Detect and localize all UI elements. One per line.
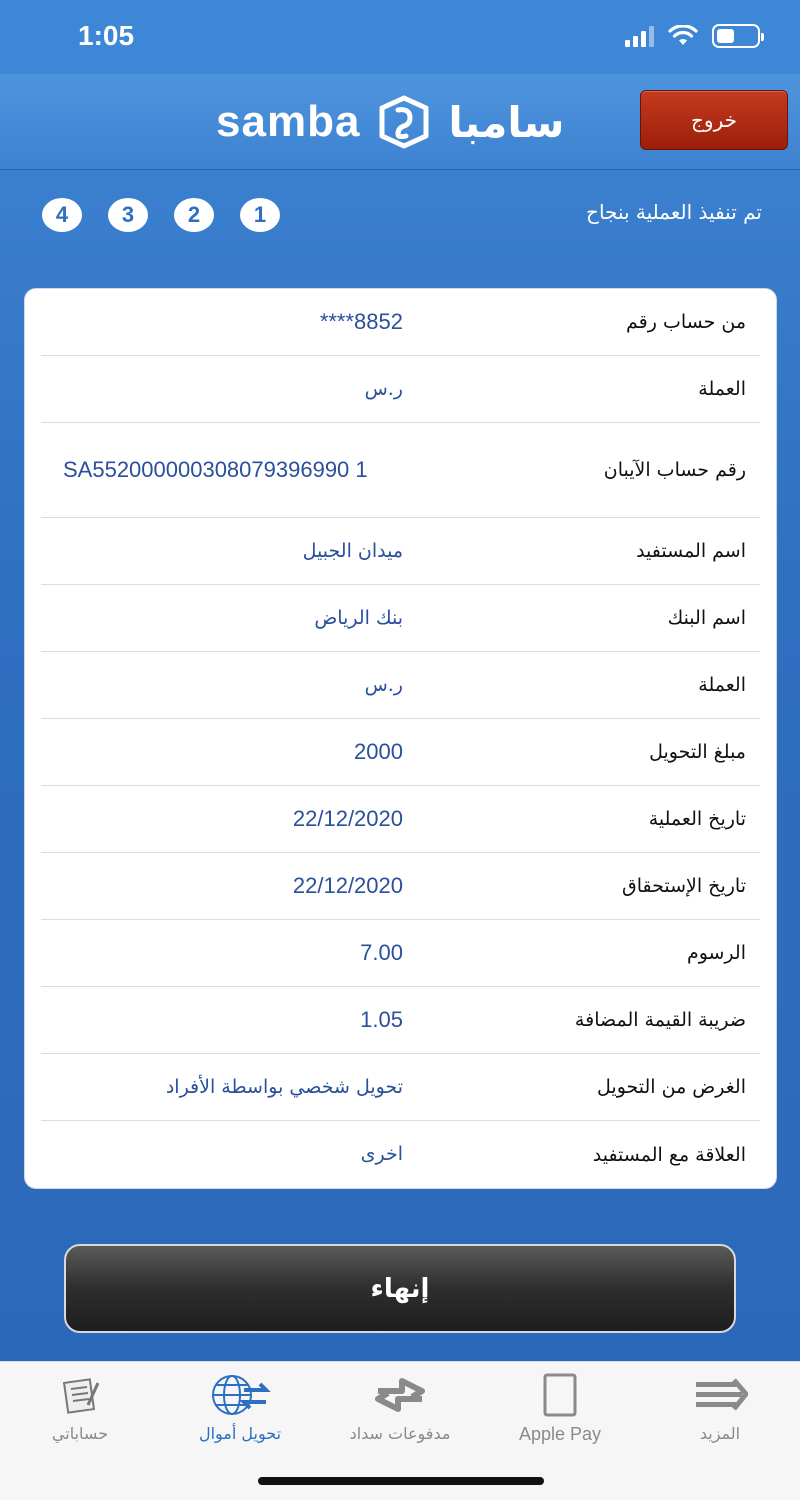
battery-icon bbox=[712, 24, 760, 48]
globe-transfer-icon bbox=[160, 1372, 320, 1418]
app-header bbox=[0, 74, 800, 170]
detail-row-purpose bbox=[41, 1054, 760, 1121]
detail-row-currency bbox=[41, 356, 760, 423]
tab-label: تحويل أموال bbox=[198, 1424, 282, 1443]
tab-label: Apple Pay bbox=[518, 1424, 602, 1444]
status-time: 1:05 bbox=[78, 20, 135, 51]
phone-outline-icon bbox=[480, 1372, 640, 1418]
detail-label: العلاقة مع المستفيد bbox=[592, 1143, 746, 1166]
detail-row-amount bbox=[41, 719, 760, 786]
tab-accounts[interactable] bbox=[0, 1372, 160, 1443]
detail-label: اسم البنك bbox=[667, 607, 746, 629]
tab-label: حساباتي bbox=[51, 1424, 109, 1443]
detail-value: ر.س bbox=[364, 673, 403, 696]
step-3: 3 bbox=[108, 198, 148, 232]
detail-label: من حساب رقم bbox=[626, 311, 746, 333]
logo-text-en: samba bbox=[216, 97, 361, 146]
detail-label: تاريخ العملية bbox=[648, 808, 746, 830]
step-indicator bbox=[42, 198, 280, 232]
detail-label: مبلغ التحويل bbox=[649, 741, 746, 763]
detail-label: العملة bbox=[698, 674, 746, 696]
detail-value: تحويل شخصي بواسطة الأفراد bbox=[165, 1075, 403, 1098]
detail-value: 22/12/2020 bbox=[292, 872, 403, 898]
detail-value: 22/12/2020 bbox=[292, 805, 403, 831]
home-indicator bbox=[258, 1477, 544, 1485]
detail-label: تاريخ الإستحقاق bbox=[621, 875, 746, 897]
detail-label: اسم المستفيد bbox=[636, 540, 746, 562]
detail-label: الرسوم bbox=[686, 942, 746, 964]
logo-text-ar: سامبا bbox=[448, 97, 565, 147]
detail-row-bank bbox=[41, 585, 760, 652]
tab-label: المزيد bbox=[699, 1424, 741, 1443]
step-4: 4 bbox=[42, 198, 82, 232]
detail-value: 2000 bbox=[354, 738, 403, 764]
status-icons bbox=[625, 24, 760, 48]
tab-label: مدفوعات سداد bbox=[349, 1424, 451, 1443]
logout-button[interactable]: خروج bbox=[640, 90, 788, 150]
detail-value: اخرى bbox=[360, 1143, 403, 1166]
detail-value: ****8852 bbox=[319, 308, 403, 334]
detail-row-from-account bbox=[41, 289, 760, 356]
battery-level bbox=[717, 29, 734, 43]
tab-more[interactable] bbox=[640, 1372, 800, 1443]
detail-row-beneficiary bbox=[41, 518, 760, 585]
success-message: تم تنفيذ العملية بنجاح bbox=[586, 200, 762, 224]
finish-button[interactable]: إنهاء bbox=[64, 1244, 736, 1333]
detail-row-relationship bbox=[41, 1121, 760, 1188]
detail-label: العملة bbox=[698, 378, 746, 400]
samba-logo bbox=[216, 94, 564, 150]
swap-arrows-icon bbox=[320, 1372, 480, 1418]
notepad-icon bbox=[0, 1372, 160, 1418]
detail-row-due-date bbox=[41, 853, 760, 920]
step-2: 2 bbox=[174, 198, 214, 232]
step-1: 1 bbox=[240, 198, 280, 232]
detail-row-iban bbox=[41, 423, 760, 518]
detail-label: ضريبة القيمة المضافة bbox=[574, 1009, 746, 1031]
tab-money-transfer[interactable] bbox=[160, 1372, 320, 1443]
detail-row-transaction-date bbox=[41, 786, 760, 853]
tab-apple-pay[interactable] bbox=[480, 1372, 640, 1445]
detail-value: SA552000000308079396990 1 bbox=[63, 456, 368, 482]
detail-value: بنك الرياض bbox=[314, 606, 403, 629]
detail-value: ر.س bbox=[364, 377, 403, 400]
detail-value: 1.05 bbox=[360, 1006, 403, 1032]
transfer-details-card bbox=[24, 288, 777, 1189]
detail-value: 7.00 bbox=[360, 939, 403, 965]
detail-label: الغرض من التحويل bbox=[597, 1076, 746, 1098]
detail-row-vat bbox=[41, 987, 760, 1054]
status-bar bbox=[0, 0, 800, 74]
more-lines-icon bbox=[640, 1372, 800, 1418]
wifi-icon bbox=[668, 25, 698, 47]
detail-row-fees bbox=[41, 920, 760, 987]
detail-label: رقم حساب الآيبان bbox=[603, 459, 746, 481]
signal-icon bbox=[625, 25, 654, 47]
samba-emblem-icon bbox=[376, 94, 432, 150]
detail-row-currency-2 bbox=[41, 652, 760, 719]
detail-value: ميدان الجبيل bbox=[302, 539, 403, 562]
tab-sadad-payments[interactable] bbox=[320, 1372, 480, 1443]
